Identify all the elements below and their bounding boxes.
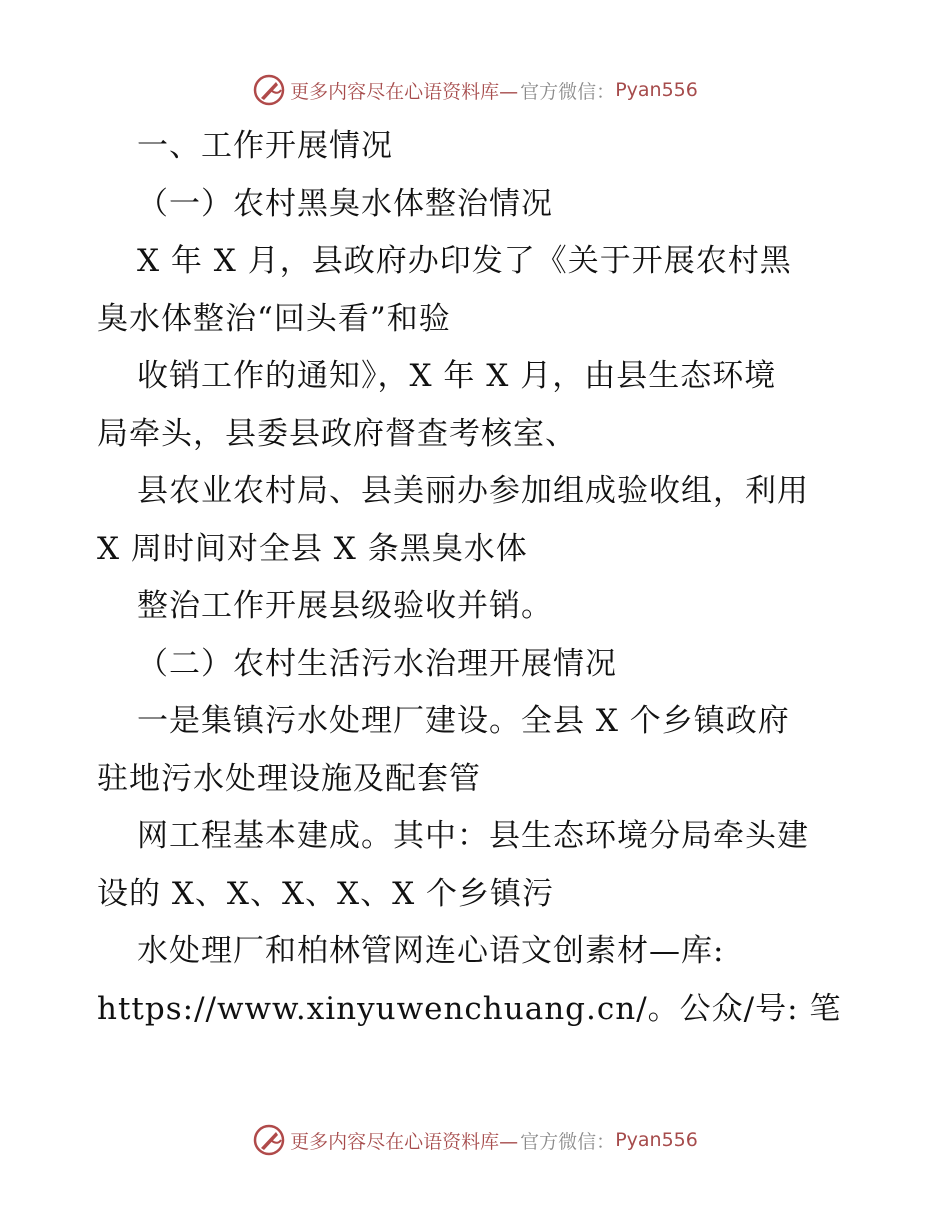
wechat-label: 官方微信： (520, 80, 616, 103)
text-line: 臭水体整治“回头看”和验 (97, 300, 451, 337)
text-line: 县农业农村局、县美丽办参加组成验收组，利用 (137, 473, 809, 509)
text-line: X 年 X 月，县政府办印发了《关于开展农村黑 (137, 243, 792, 279)
watermark-text: 更多内容尽在心语资料库— (290, 1130, 519, 1153)
quill-logo-icon (252, 73, 286, 107)
text-line: （二）农村生活污水治理开展情况 (137, 645, 617, 682)
text-line: 整治工作开展县级验收并销。 (137, 588, 553, 624)
text-line: 一是集镇污水处理厂建设。全县 X 个乡镇政府 (137, 703, 790, 739)
text-line: 设的 X、X、X、X、X 个乡镇污 (97, 875, 555, 912)
text-line: （一）农村黑臭水体整治情况 (137, 185, 553, 222)
wechat-label: 官方微信： (520, 1130, 616, 1153)
watermark-text: 更多内容尽在心语资料库— (290, 80, 519, 103)
text-line: https://www.xinyuwenchuang.cn/。公众/号: 笔 (97, 990, 842, 1027)
text-line: 网工程基本建成。其中：县生态环境分局牵头建 (137, 818, 809, 854)
footer-watermark (0, 1120, 950, 1160)
header-watermark (0, 70, 950, 110)
text-line: 驻地污水处理设施及配套管 (97, 760, 481, 797)
text-line: 局牵头，县委县政府督查考核室、 (97, 415, 577, 452)
wechat-id: Pyan556 (615, 79, 698, 101)
text-line: X 周时间对全县 X 条黑臭水体 (97, 530, 528, 567)
text-line: 收销工作的通知》，X 年 X 月，由县生态环境 (137, 358, 777, 394)
wechat-id: Pyan556 (615, 1129, 698, 1151)
text-line: 水处理厂和柏林管网连心语文创素材—库: (137, 933, 725, 969)
document-body (97, 118, 857, 1038)
quill-logo-icon (252, 1123, 286, 1157)
text-line: 一、工作开展情况 (137, 128, 393, 164)
